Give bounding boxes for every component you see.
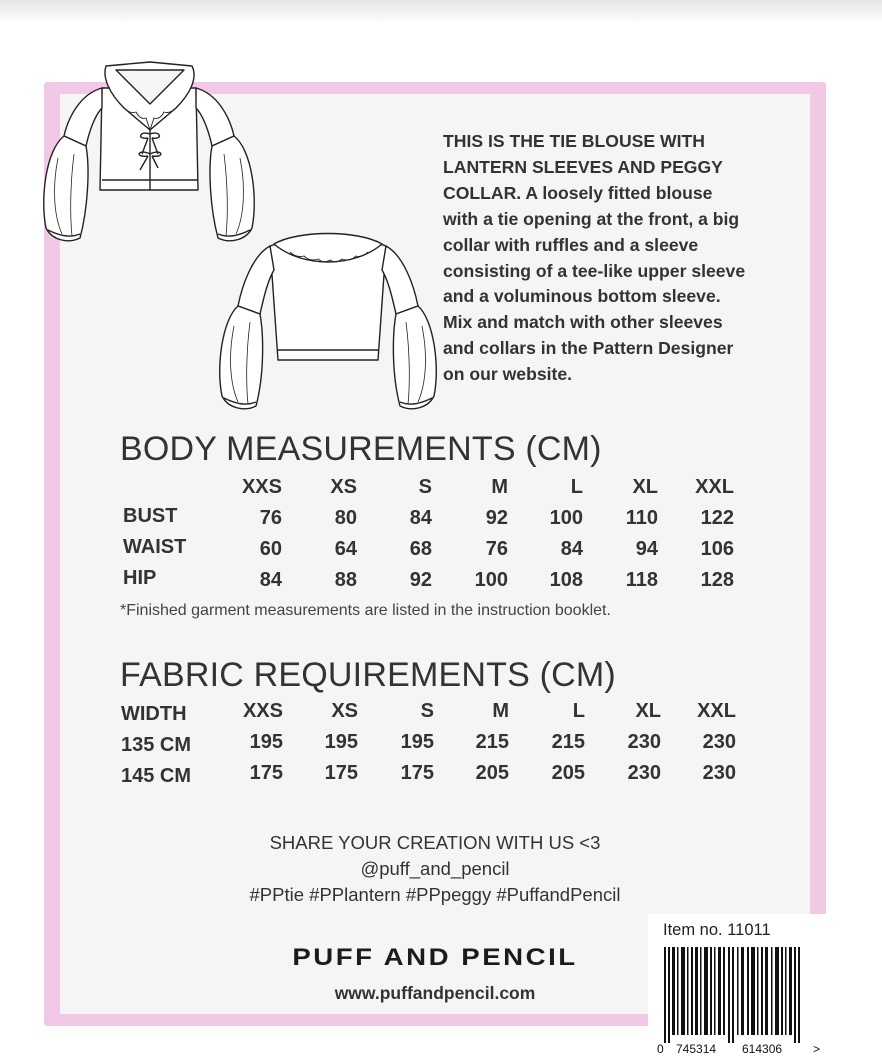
brand-logo: PUFF AND PENCIL [292,944,578,971]
description-line: LANTERN SLEEVES AND PEGGY [443,156,723,177]
table-cell: 108 [549,569,583,591]
website-url: www.puffandpencil.com [334,983,536,1003]
back-blouse-illustration [218,226,438,416]
table-cell: 175 [249,762,283,784]
fabric-requirements-title: FABRIC REQUIREMENTS (CM) [120,656,616,694]
size-header: L [570,476,583,498]
table-cell: 106 [700,538,734,560]
barcode-digits-right: 614306 [742,1042,783,1056]
description-line: consisting of a tee-like upper sleeve [443,260,746,281]
table-cell: 80 [334,507,357,529]
table-cell: 195 [400,731,434,753]
barcode-end-mark: > [813,1042,821,1056]
table-cell: 84 [259,569,282,591]
barcode-digits-left: 745314 [676,1042,717,1056]
table-cell: 84 [560,538,583,560]
size-header: XXS [241,476,282,498]
size-header: XXL [695,476,734,498]
row-label-bust: BUST [123,505,178,527]
front-blouse-illustration [40,58,260,248]
row-label-waist: WAIST [123,536,187,558]
table-cell: 195 [324,731,358,753]
description-line: COLLAR. A loosely fitted blouse [443,182,713,203]
table-cell: 84 [409,507,432,529]
hashtags: #PPtie #PPlantern #PPpeggy #PuffandPencil [249,884,621,905]
size-header: XXL [697,700,736,722]
description-line: and collars in the Pattern Designer [443,338,734,359]
table-cell: 88 [334,569,357,591]
table-cell: 230 [702,762,736,784]
description-line: on our website. [443,364,573,385]
size-header: M [491,476,508,498]
social-handle: @puff_and_pencil [360,858,510,879]
table-cell: 94 [635,538,658,560]
table-cell: 205 [551,762,585,784]
description-line: THIS IS THE TIE BLOUSE WITH [443,131,705,151]
size-header: XL [635,700,661,722]
barcode-icon [664,947,814,1043]
size-header: S [418,476,432,498]
table-cell: 215 [551,731,585,753]
description-line: with a tie opening at the front, a big [443,208,740,229]
description-line: collar with ruffles and a sleeve [443,234,699,255]
barcode-label [648,914,826,1063]
description-line: Mix and match with other sleeves [443,312,723,333]
share-heading: SHARE YOUR CREATION WITH US <3 [269,832,601,853]
table-cell: 100 [549,507,583,529]
body-measurements-title: BODY MEASUREMENTS (CM) [120,430,602,468]
size-header: XS [330,476,357,498]
size-header: XS [331,700,358,722]
size-header: XL [632,476,658,498]
item-number: Item no. 11011 [663,921,771,939]
table-cell: 100 [474,569,508,591]
size-header: S [420,700,434,722]
table-cell: 128 [700,569,734,591]
table-cell: 118 [625,569,658,591]
table-cell: 195 [249,731,283,753]
table-cell: 64 [334,538,357,560]
table-cell: 205 [475,762,509,784]
table-cell: 110 [625,507,658,529]
table-cell: 92 [409,569,432,591]
table-cell: 230 [627,762,661,784]
table-cell: 122 [700,507,734,529]
table-cell: 230 [627,731,661,753]
description-line: and a voluminous bottom sleeve. [443,286,721,307]
table-cell: 76 [259,507,282,529]
size-header: L [572,700,585,722]
table-cell: 60 [259,538,282,560]
size-header: XXS [242,700,283,722]
table-cell: 68 [409,538,432,560]
size-header: M [492,700,509,722]
table-cell: 175 [324,762,358,784]
table-cell: 230 [702,731,736,753]
top-shadow [0,0,882,24]
table-cell: 215 [475,731,509,753]
product-description [443,129,803,388]
row-label-135cm: 135 CM [121,734,192,756]
table-cell: 175 [400,762,434,784]
row-label-145cm: 145 CM [121,765,192,787]
row-label-hip: HIP [123,567,157,589]
barcode-digit-first: 0 [657,1042,664,1056]
table-cell: 76 [485,538,508,560]
width-label: WIDTH [121,703,187,725]
measurement-note: *Finished garment measurements are listed in the instruction booklet. [120,602,611,619]
table-cell: 92 [485,507,508,529]
